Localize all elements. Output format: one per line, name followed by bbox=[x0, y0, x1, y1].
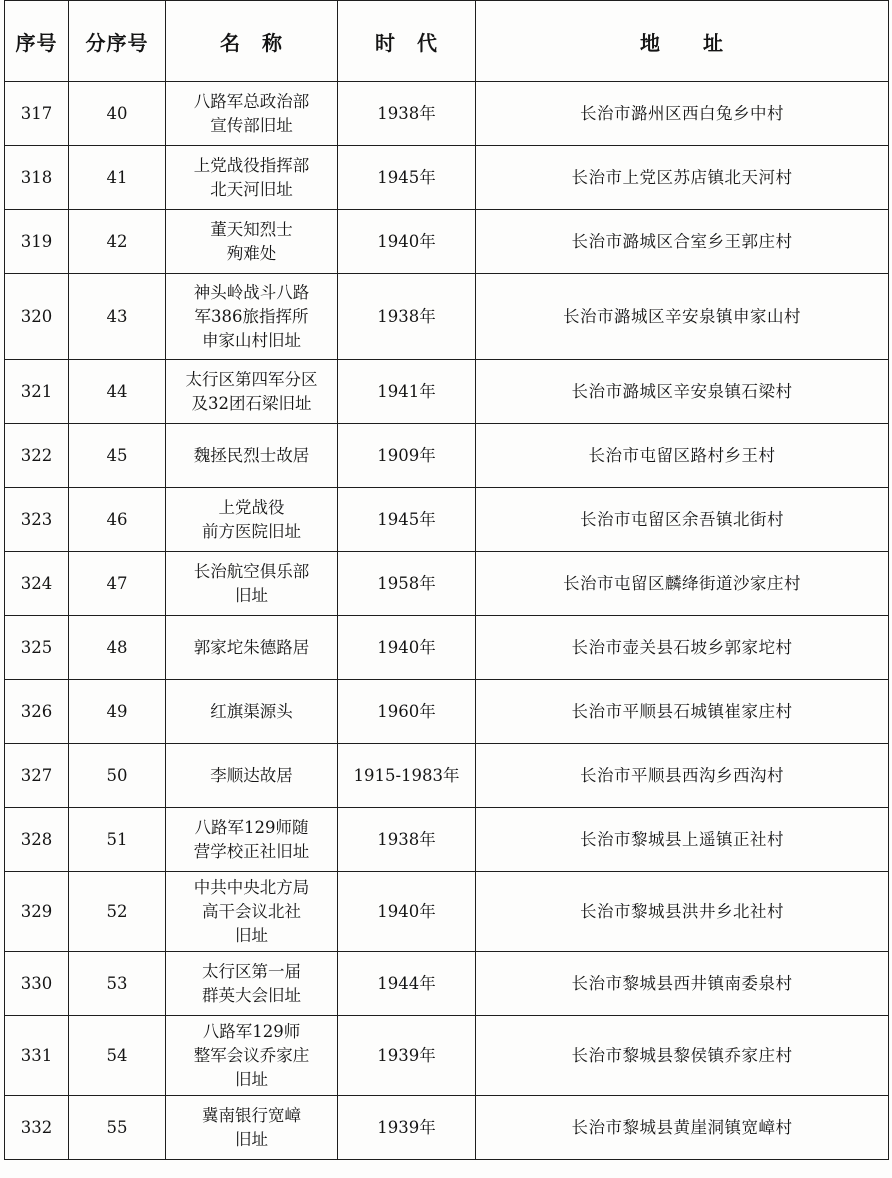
sub-seq-cell: 51 bbox=[69, 808, 166, 872]
header-name: 名 称 bbox=[166, 1, 338, 82]
era-cell: 1940年 bbox=[338, 616, 476, 680]
seq-cell: 326 bbox=[5, 680, 69, 744]
table-row bbox=[5, 952, 889, 1016]
era-cell: 1938年 bbox=[338, 274, 476, 360]
site-name-cell bbox=[166, 616, 338, 680]
site-name-line: 魏拯民烈士故居 bbox=[193, 445, 310, 465]
site-name-line: 营学校正社旧址 bbox=[193, 841, 310, 861]
address-cell: 长治市潞州区西白兔乡中村 bbox=[476, 82, 889, 146]
table-row bbox=[5, 82, 889, 146]
era-cell: 1909年 bbox=[338, 424, 476, 488]
address-cell: 长治市黎城县上遥镇正社村 bbox=[476, 808, 889, 872]
site-name-line: 董天知烈士 bbox=[210, 219, 293, 239]
site-name-line: 旧址 bbox=[235, 1129, 268, 1149]
site-name-cell bbox=[166, 1016, 338, 1096]
address-cell: 长治市平顺县西沟乡西沟村 bbox=[476, 744, 889, 808]
sub-seq-cell: 53 bbox=[69, 952, 166, 1016]
site-name-line: 李顺达故居 bbox=[210, 765, 293, 785]
site-name-line: 神头岭战斗八路 bbox=[193, 282, 310, 302]
site-name-line: 冀南银行宽嶂 bbox=[202, 1105, 301, 1125]
site-name-line: 上党战役指挥部 bbox=[193, 155, 310, 175]
address-cell: 长治市潞城区辛安泉镇申家山村 bbox=[476, 274, 889, 360]
site-name-line: 郭家坨朱德路居 bbox=[193, 637, 310, 657]
sub-seq-cell: 45 bbox=[69, 424, 166, 488]
sub-seq-cell: 49 bbox=[69, 680, 166, 744]
site-name-cell bbox=[166, 146, 338, 210]
address-cell: 长治市潞城区辛安泉镇石梁村 bbox=[476, 360, 889, 424]
site-name-line: 红旗渠源头 bbox=[210, 701, 293, 721]
site-name-cell bbox=[166, 872, 338, 952]
site-name-line: 八路军129师 bbox=[202, 1021, 301, 1041]
site-name-line: 长治航空俱乐部 bbox=[193, 561, 310, 581]
table-row bbox=[5, 360, 889, 424]
seq-cell: 329 bbox=[5, 872, 69, 952]
site-name-cell bbox=[166, 424, 338, 488]
table-row bbox=[5, 808, 889, 872]
site-name-cell bbox=[166, 488, 338, 552]
sub-seq-cell: 48 bbox=[69, 616, 166, 680]
seq-cell: 318 bbox=[5, 146, 69, 210]
header-sub-seq: 分序号 bbox=[69, 1, 166, 82]
header-seq: 序号 bbox=[5, 1, 69, 82]
address-cell: 长治市平顺县石城镇崔家庄村 bbox=[476, 680, 889, 744]
seq-cell: 317 bbox=[5, 82, 69, 146]
address-cell: 长治市黎城县黎侯镇乔家庄村 bbox=[476, 1016, 889, 1096]
seq-cell: 332 bbox=[5, 1096, 69, 1160]
site-name-line: 太行区第一届 bbox=[202, 961, 301, 981]
address-cell: 长治市上党区苏店镇北天河村 bbox=[476, 146, 889, 210]
site-name-line: 军386旅指挥所 bbox=[194, 306, 309, 326]
address-cell: 长治市壶关县石坡乡郭家坨村 bbox=[476, 616, 889, 680]
site-name-cell bbox=[166, 552, 338, 616]
era-cell: 1938年 bbox=[338, 808, 476, 872]
era-cell: 1945年 bbox=[338, 488, 476, 552]
seq-cell: 321 bbox=[5, 360, 69, 424]
era-cell: 1940年 bbox=[338, 872, 476, 952]
site-name-line: 殉难处 bbox=[226, 243, 277, 263]
sub-seq-cell: 43 bbox=[69, 274, 166, 360]
table-row bbox=[5, 680, 889, 744]
sub-seq-cell: 47 bbox=[69, 552, 166, 616]
site-name-cell bbox=[166, 744, 338, 808]
seq-cell: 323 bbox=[5, 488, 69, 552]
site-name-line: 旧址 bbox=[235, 585, 268, 605]
site-name-line: 整军会议乔家庄 bbox=[193, 1045, 310, 1065]
table-header bbox=[5, 1, 889, 82]
seq-cell: 330 bbox=[5, 952, 69, 1016]
address-cell: 长治市黎城县西井镇南委泉村 bbox=[476, 952, 889, 1016]
table-row bbox=[5, 744, 889, 808]
site-name-cell bbox=[166, 360, 338, 424]
site-name-line: 及32团石梁旧址 bbox=[191, 393, 312, 413]
sub-seq-cell: 46 bbox=[69, 488, 166, 552]
table-row bbox=[5, 552, 889, 616]
address-cell: 长治市屯留区余吾镇北街村 bbox=[476, 488, 889, 552]
table-body bbox=[5, 82, 889, 1160]
sub-seq-cell: 42 bbox=[69, 210, 166, 274]
address-cell: 长治市屯留区麟绛街道沙家庄村 bbox=[476, 552, 889, 616]
site-name-line: 高干会议北社 bbox=[202, 901, 301, 921]
table-row bbox=[5, 488, 889, 552]
site-name-cell bbox=[166, 680, 338, 744]
seq-cell: 319 bbox=[5, 210, 69, 274]
seq-cell: 320 bbox=[5, 274, 69, 360]
seq-cell: 324 bbox=[5, 552, 69, 616]
seq-cell: 328 bbox=[5, 808, 69, 872]
site-name-line: 中共中央北方局 bbox=[193, 877, 310, 897]
heritage-site-table bbox=[4, 0, 889, 1160]
site-name-cell bbox=[166, 808, 338, 872]
site-name-line: 北天河旧址 bbox=[210, 179, 293, 199]
site-name-line: 八路军总政治部 bbox=[193, 91, 310, 111]
era-cell: 1958年 bbox=[338, 552, 476, 616]
table-row bbox=[5, 1096, 889, 1160]
address-cell: 长治市屯留区路村乡王村 bbox=[476, 424, 889, 488]
sub-seq-cell: 44 bbox=[69, 360, 166, 424]
site-name-line: 旧址 bbox=[235, 1069, 268, 1089]
era-cell: 1960年 bbox=[338, 680, 476, 744]
seq-cell: 331 bbox=[5, 1016, 69, 1096]
era-cell: 1941年 bbox=[338, 360, 476, 424]
era-cell: 1939年 bbox=[338, 1096, 476, 1160]
table-row bbox=[5, 1016, 889, 1096]
site-name-line: 上党战役 bbox=[218, 497, 285, 517]
header-era: 时 代 bbox=[338, 1, 476, 82]
era-cell: 1944年 bbox=[338, 952, 476, 1016]
sub-seq-cell: 54 bbox=[69, 1016, 166, 1096]
era-cell: 1938年 bbox=[338, 82, 476, 146]
site-name-line: 宣传部旧址 bbox=[210, 115, 293, 135]
header-address: 地 址 bbox=[476, 1, 889, 82]
sub-seq-cell: 41 bbox=[69, 146, 166, 210]
era-cell: 1940年 bbox=[338, 210, 476, 274]
site-name-line: 八路军129师随 bbox=[194, 817, 309, 837]
site-name-cell bbox=[166, 952, 338, 1016]
table-row bbox=[5, 210, 889, 274]
site-name-cell bbox=[166, 210, 338, 274]
sub-seq-cell: 40 bbox=[69, 82, 166, 146]
sub-seq-cell: 52 bbox=[69, 872, 166, 952]
table-row bbox=[5, 424, 889, 488]
table-row bbox=[5, 146, 889, 210]
table-row bbox=[5, 616, 889, 680]
site-name-line: 旧址 bbox=[235, 925, 268, 945]
sub-seq-cell: 55 bbox=[69, 1096, 166, 1160]
site-name-cell bbox=[166, 82, 338, 146]
era-cell: 1939年 bbox=[338, 1016, 476, 1096]
table-row bbox=[5, 274, 889, 360]
site-name-cell bbox=[166, 1096, 338, 1160]
table-row bbox=[5, 872, 889, 952]
era-cell: 1945年 bbox=[338, 146, 476, 210]
header-row bbox=[5, 1, 889, 82]
sub-seq-cell: 50 bbox=[69, 744, 166, 808]
site-name-cell bbox=[166, 274, 338, 360]
seq-cell: 322 bbox=[5, 424, 69, 488]
seq-cell: 327 bbox=[5, 744, 69, 808]
site-name-line: 太行区第四军分区 bbox=[185, 369, 318, 389]
site-name-line: 申家山村旧址 bbox=[202, 330, 301, 350]
seq-cell: 325 bbox=[5, 616, 69, 680]
era-cell: 1915-1983年 bbox=[338, 744, 476, 808]
site-name-line: 群英大会旧址 bbox=[202, 985, 301, 1005]
address-cell: 长治市黎城县黄崖洞镇宽嶂村 bbox=[476, 1096, 889, 1160]
address-cell: 长治市潞城区合室乡王郭庄村 bbox=[476, 210, 889, 274]
site-name-line: 前方医院旧址 bbox=[202, 521, 301, 541]
address-cell: 长治市黎城县洪井乡北社村 bbox=[476, 872, 889, 952]
